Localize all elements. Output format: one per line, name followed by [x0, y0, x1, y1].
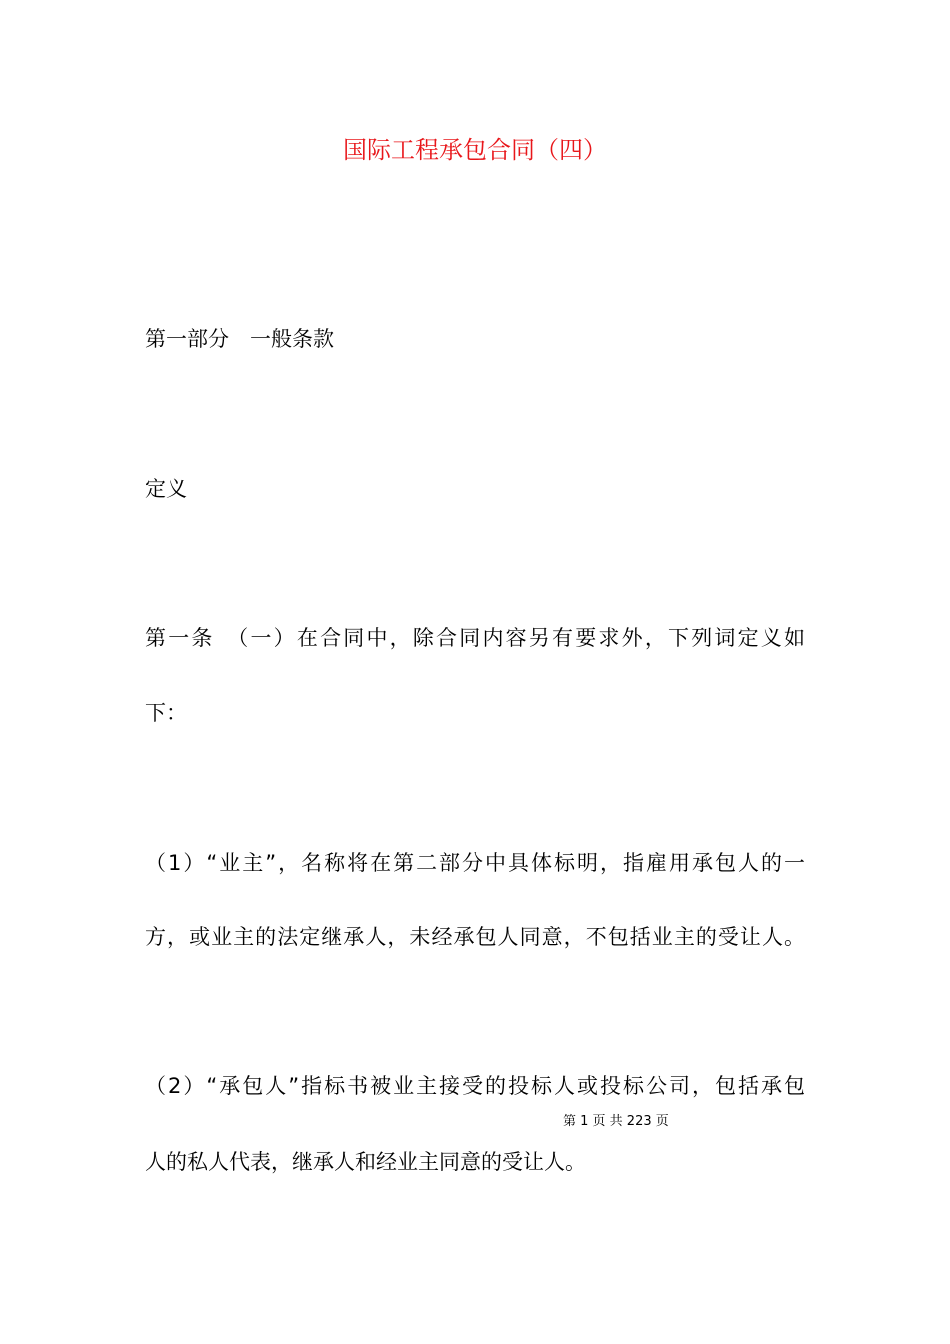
- part-heading: 第一部分 一般条款: [145, 327, 334, 351]
- paragraph-line: （2）“承包人”指标书被业主接受的投标人或投标公司，包括承包: [145, 1074, 805, 1098]
- page-number-footer: 第 1 页 共 223 页: [563, 1114, 669, 1129]
- paragraph-line: 方，或业主的法定继承人，未经承包人同意，不包括业主的受让人。: [145, 925, 805, 949]
- paragraph-line: 第一条 （一）在合同中，除合同内容另有要求外，下列词定义如: [145, 626, 805, 650]
- document-title: 国际工程承包合同（四）: [343, 136, 607, 164]
- paragraph-line: 人的私人代表，继承人和经业主同意的受让人。: [145, 1150, 586, 1174]
- section-heading: 定义: [145, 477, 187, 501]
- paragraph-line: 下：: [145, 701, 187, 725]
- paragraph-line: （1）“业主”，名称将在第二部分中具体标明，指雇用承包人的一: [145, 851, 805, 875]
